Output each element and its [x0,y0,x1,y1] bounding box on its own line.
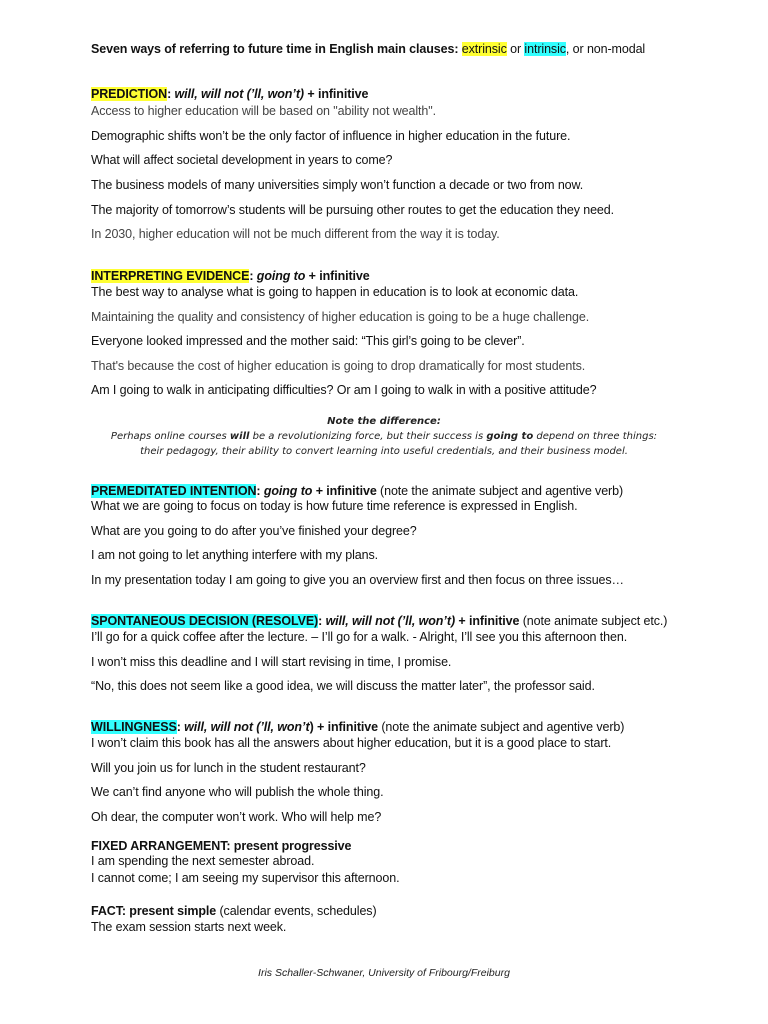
example-line: I won’t miss this deadline and I will start revising in time, I promise. [91,655,452,669]
section-heading: FIXED ARRANGEMENT: present progressive [91,839,352,853]
section-willingness [91,719,731,824]
section-heading: INTERPRETING EVIDENCE: going to + infinitive [91,269,370,283]
example-line: I’ll go for a quick coffee after the lecture. – I’ll go for a walk. - Alright, I’ll see you this afternoon then. [91,630,628,644]
section-heading: PREMEDITATED INTENTION: going to + infinitive (note the animate subject and agentive verb) [91,484,624,498]
example-line: Maintaining the quality and consistency of higher education is going to be a huge challenge. [91,310,590,324]
example-line: Oh dear, the computer won’t work. Who will help me? [91,810,382,824]
example-line: Am I going to walk in anticipating difficulties? Or am I going to walk in with a positive attitude? [91,383,597,397]
example-line: The majority of tomorrow’s students will be pursuing other routes to get the education they need. [91,203,615,217]
intrinsic-highlight: intrinsic [524,42,566,56]
example-line: I won’t claim this book has all the answers about higher education, but it is a good place to start. [91,736,612,750]
note-heading: Note the difference: [327,416,441,427]
extrinsic-highlight: extrinsic [461,42,507,56]
note-line: Perhaps online courses will be a revolutionizing force, but their success is going to depend on three things: [110,431,658,442]
example-line: I cannot come; I am seeing my supervisor this afternoon. [91,871,400,885]
example-line: Access to higher education will be based on "ability not wealth". [91,104,436,118]
page-title: Seven ways of referring to future time in English main clauses: extrinsic or intrinsic, or non-modal [91,42,646,56]
example-line: We can’t find anyone who will publish the whole thing. [91,785,384,799]
example-line: The exam session starts next week. [91,920,287,934]
section-fact [91,903,731,934]
section-spontaneous-decision [91,613,731,693]
note-line: their pedagogy, their ability to convert learning into useful credentials, and their business model. [140,446,628,457]
section-heading: SPONTANEOUS DECISION (RESOLVE): will, will not (’ll, won’t) + infinitive (note animate subject etc.) [91,614,668,628]
section-premeditated-intention [91,483,731,587]
section-heading: WILLINGNESS: will, will not (’ll, won’t) + infinitive (note the animate subject and agentive verb) [91,720,625,734]
example-line: That's because the cost of higher education is going to drop dramatically for most students. [91,359,586,373]
note-the-difference [90,414,678,459]
section-heading: PREDICTION: will, will not (’ll, won’t) + infinitive [91,87,369,101]
example-line: Will you join us for lunch in the student restaurant? [91,761,366,775]
example-line: In my presentation today I am going to give you an overview first and then focus on three issues… [91,573,624,587]
section-interpreting-evidence [91,268,731,397]
example-line: Everyone looked impressed and the mother said: “This girl’s going to be clever”. [91,334,525,348]
example-line: I am spending the next semester abroad. [91,854,315,868]
section-fixed-arrangement [91,838,731,885]
example-line: I am not going to let anything interfere with my plans. [91,548,379,562]
example-line: Demographic shifts won’t be the only factor of influence in higher education in the future. [91,129,571,143]
example-line: The best way to analyse what is going to happen in education is to look at economic data. [91,285,579,299]
example-line: What are you going to do after you’ve finished your degree? [91,524,417,538]
example-line: What we are going to focus on today is how future time reference is expressed in English. [91,499,578,513]
example-line: The business models of many universities simply won’t function a decade or two from now. [91,178,584,192]
example-line: “No, this does not seem like a good idea, we will discuss the matter later”, the professor said. [91,679,595,693]
footer-credit: Iris Schaller-Schwaner, University of Fribourg/Freiburg [258,967,510,979]
example-line: What will affect societal development in years to come? [91,153,393,167]
example-line: In 2030, higher education will not be much different from the way it is today. [91,227,500,241]
section-prediction [91,86,731,241]
section-heading: FACT: present simple (calendar events, schedules) [91,904,377,918]
